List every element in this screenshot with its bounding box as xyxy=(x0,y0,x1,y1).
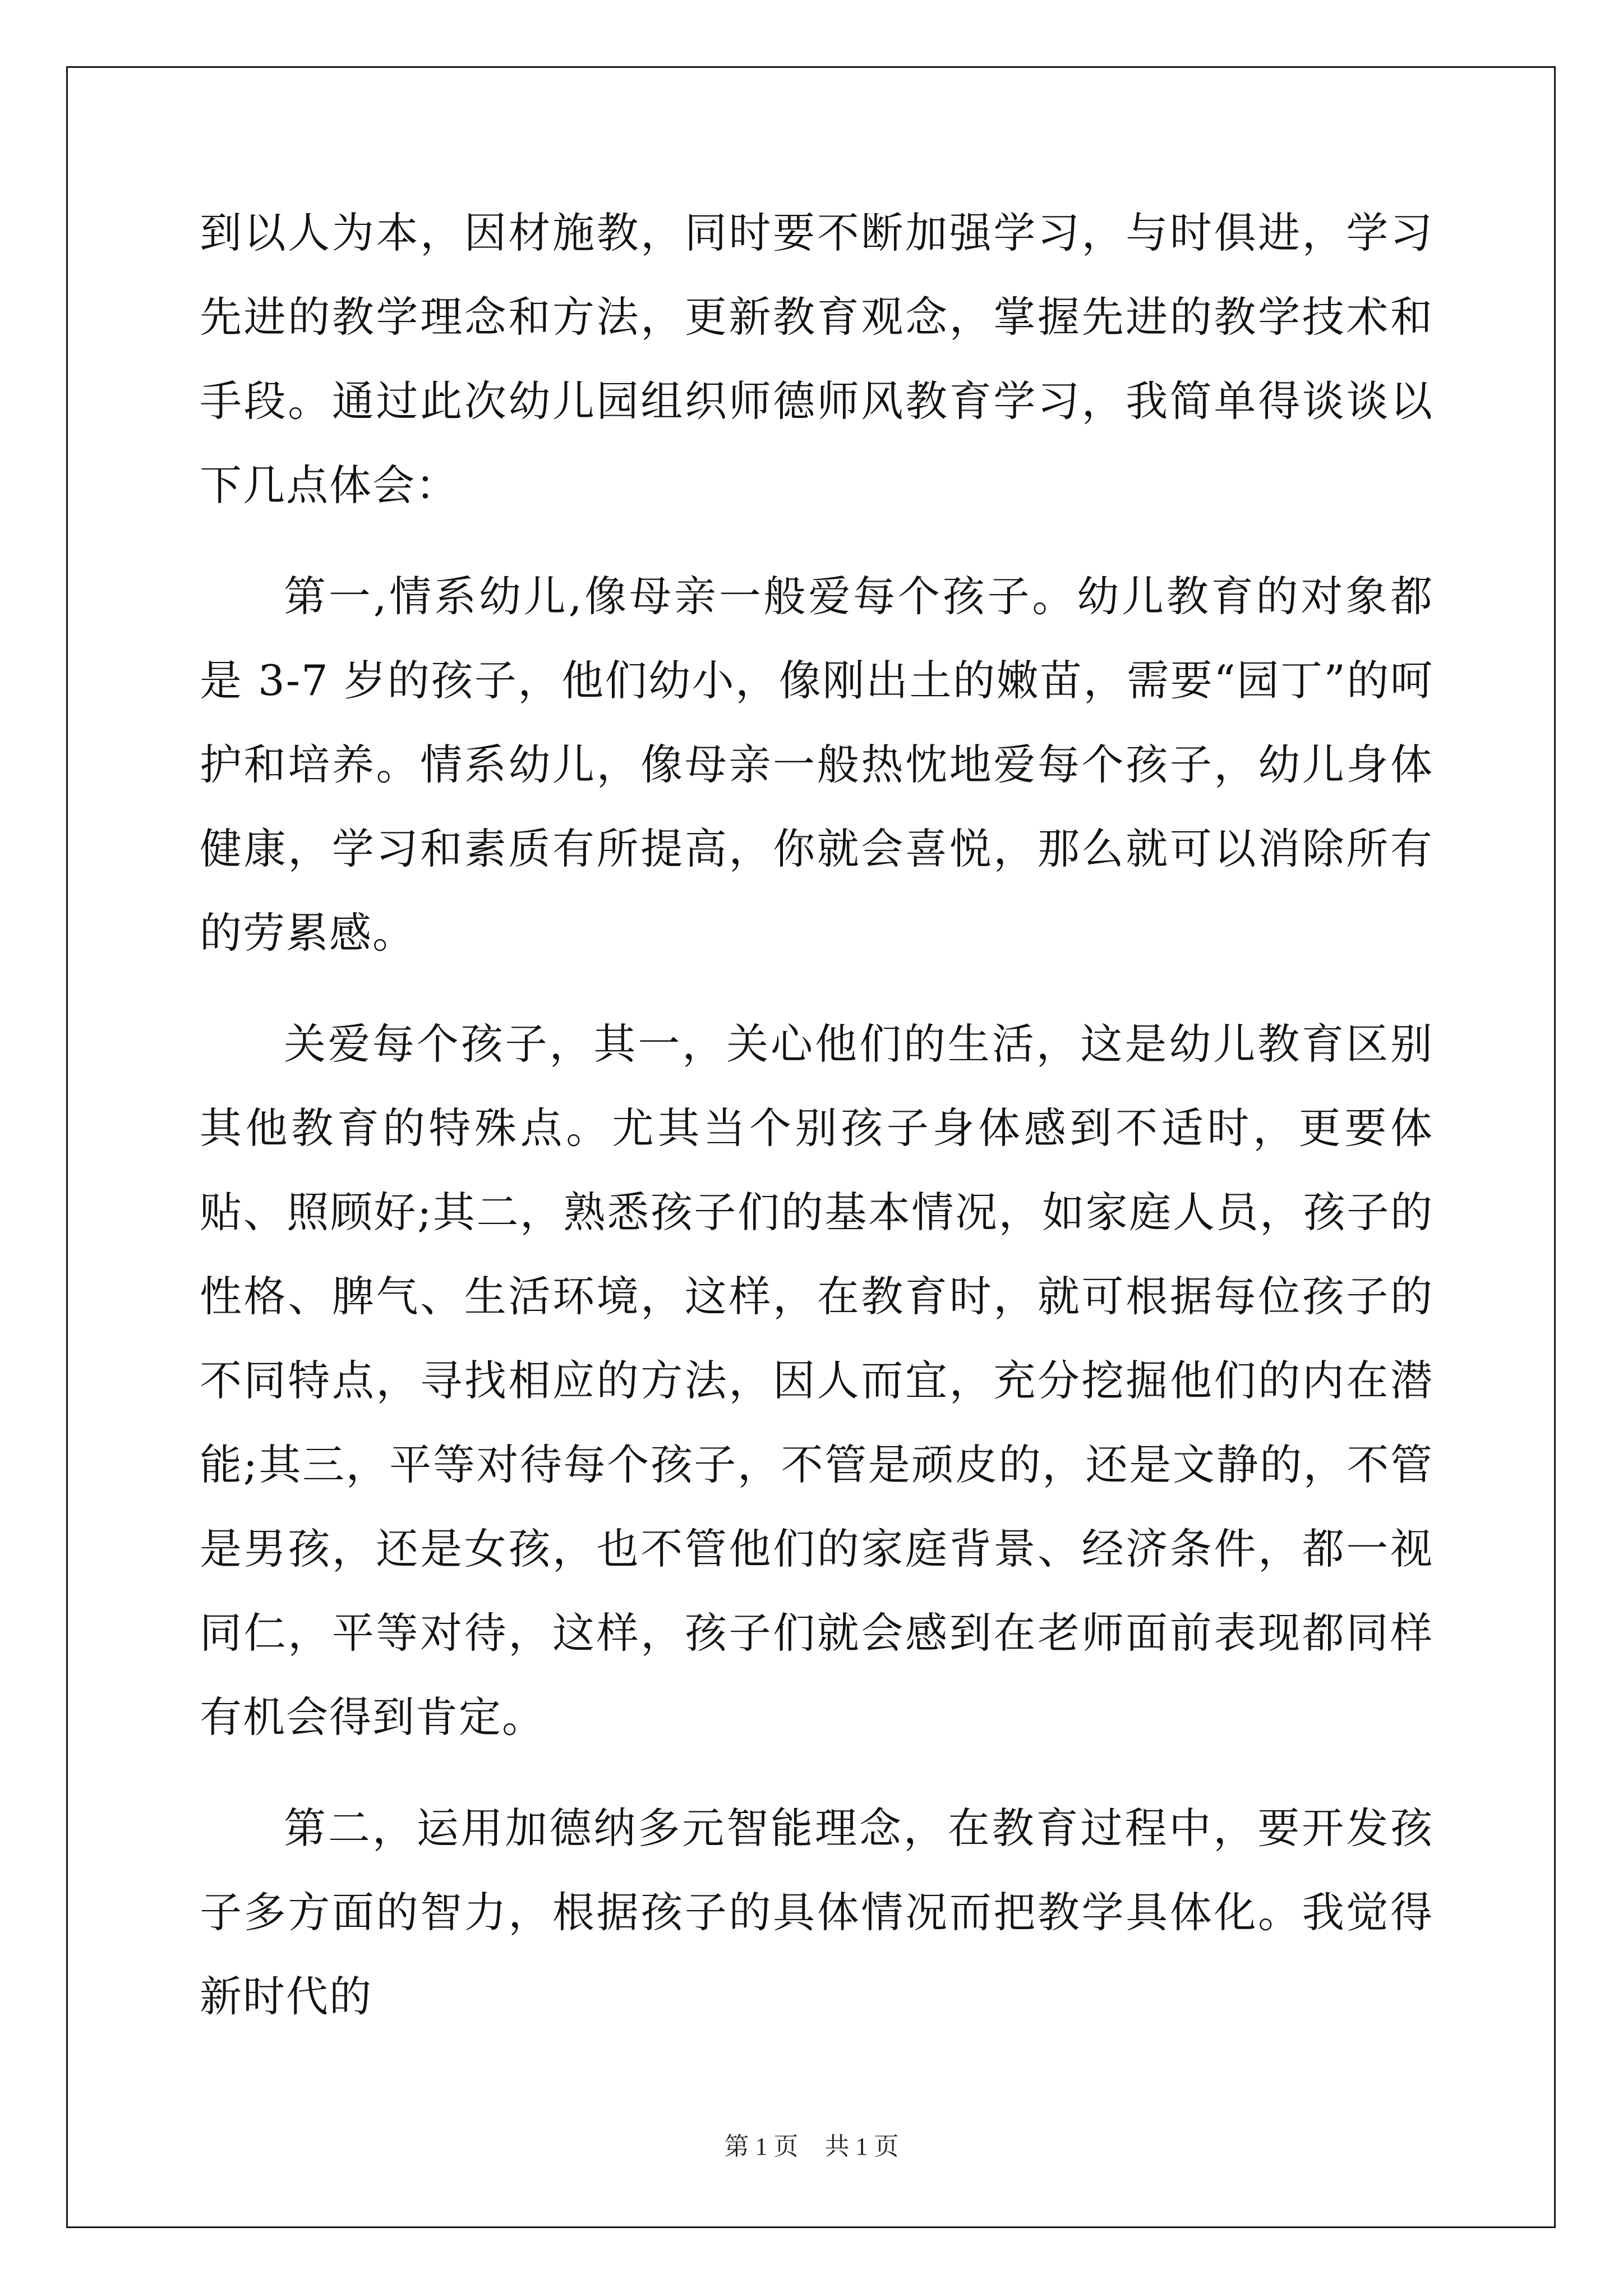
paragraph-4: 第二，运用加德纳多元智能理念，在教育过程中，要开发孩子多方面的智力，根据孩子的具体情况而把教学具体化。我觉得新时代的 xyxy=(200,1803,1433,2021)
page-number-total: 共 1 页 xyxy=(824,2133,899,2160)
paragraph-3: 关爱每个孩子，其一，关心他们的生活，这是幼儿教育区别其他教育的特殊点。尤其当个别孩子身体感到不适时，更要体贴、照顾好;其二，熟悉孩子们的基本情况，如家庭人员，孩子的性格、脾气、生活环境，这样，在教育时，就可根据每位孩子的不同特点，寻找相应的方法，因人而宜，充分挖掘他们的内在潜能;其三，平等对待每个孩子，不管是顽皮的，还是文静的，不管是男孩，还是女孩，也不管他们的家庭背景、经济条件，都一视同仁，平等对待，这样，孩子们就会感到在老师面前表现都同样有机会得到肯定。 xyxy=(200,1019,1433,1742)
page-footer xyxy=(0,2126,1623,2162)
document-body xyxy=(200,191,1433,2065)
page-number-current: 第 1 页 xyxy=(724,2133,799,2160)
paragraph-1: 到以人为本，因材施教，同时要不断加强学习，与时俱进，学习先进的教学理念和方法，更新教育观念，掌握先进的教学技术和手段。通过此次幼儿园组织师德师风教育学习，我简单得谈谈以下几点体会： xyxy=(200,208,1433,510)
paragraph-2: 第一,情系幼儿,像母亲一般爱每个孩子。幼儿教育的对象都是 3-7 岁的孩子，他们幼小，像刚出土的嫩苗，需要“园丁”的呵护和培养。情系幼儿，像母亲一般热忱地爱每个孩子，幼儿身体健康，学习和素质有所提高，你就会喜悦，那么就可以消除所有的劳累感。 xyxy=(200,572,1433,958)
